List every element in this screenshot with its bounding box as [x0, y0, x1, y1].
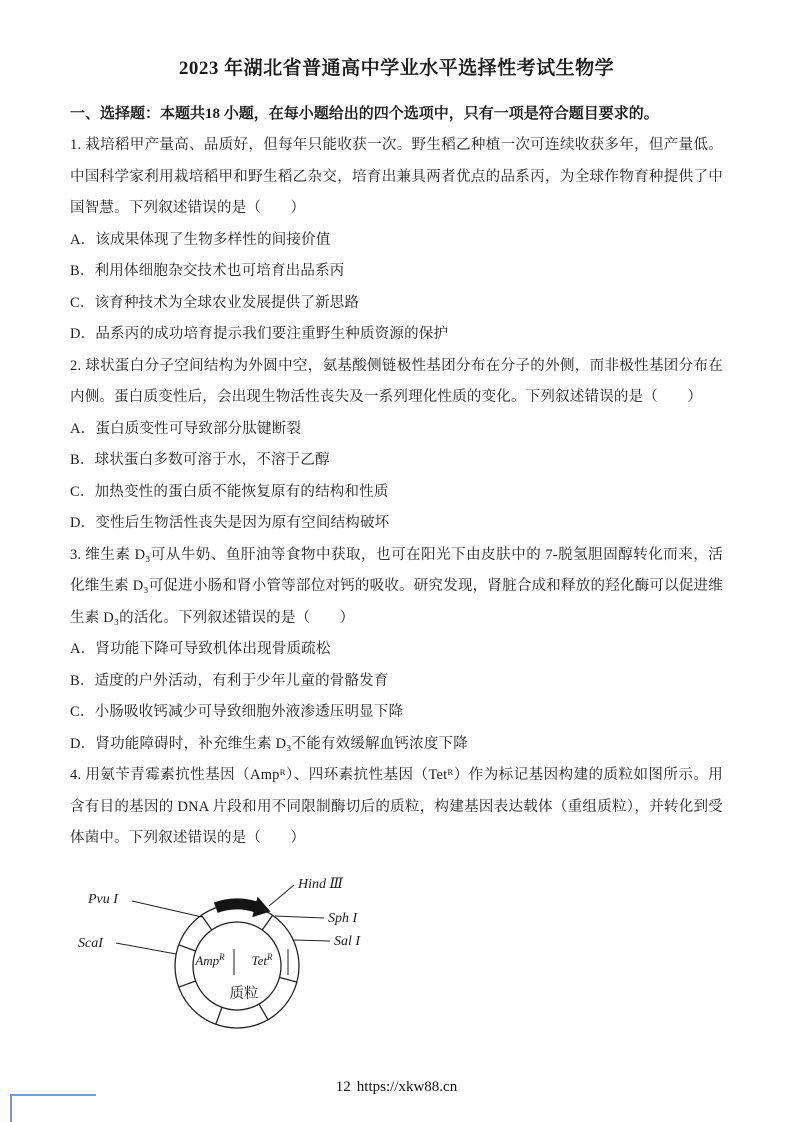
amp-gene-label: Amp$^R$ — [195, 951, 225, 968]
plasmid-ring — [175, 904, 299, 1028]
plasmid-diagram — [72, 861, 408, 1053]
question-3 — [70, 540, 723, 761]
question-option: C．加热变性的蛋白质不能恢复原有的结构和性质 — [70, 483, 389, 500]
sca-site-label: ScaI — [78, 935, 103, 951]
sal-site-label: Sal I — [334, 933, 361, 949]
question-option: A．肾功能下降可导致机体出现骨质疏松 — [70, 641, 331, 657]
question-option: A．该成果体现了生物多样性的间接价值 — [70, 231, 331, 248]
footer-url: https://xkw88.cn — [356, 1079, 458, 1095]
pvu-site-label: Pvu I — [88, 891, 118, 907]
question-option: B．球状蛋白多数可溶于水，不溶于乙醇 — [70, 452, 330, 468]
page-number: 12 — [335, 1079, 351, 1095]
question-2 — [70, 351, 723, 540]
question-option: C．该育种技术为全球农业发展提供了新思路 — [70, 294, 360, 311]
plasmid-arrow-icon — [216, 896, 271, 917]
question-1 — [70, 130, 723, 351]
question-stem: 2. 球状蛋白分子空间结构为外圆中空，氨基酸侧链极性基团分布在分子的外侧，而非极性基团分布在内侧。蛋白质变性后，会出现生物活性丧失及一系列理化性质的变化。下列叙述错误的是（ ） — [70, 357, 723, 405]
question-option: A．蛋白质变性可导致部分肽键断裂 — [70, 420, 302, 437]
label-leader-lines — [116, 885, 330, 954]
question-stem: 1. 栽培稻甲产量高、品质好，但每年只能收获一次。野生稻乙种植一次可连续收获多年，但产量低。中国科学家利用栽培稻甲和野生稻乙杂交，培育出兼具两者优点的品系丙，为全球作物育种提供了中国智慧。下列叙述错误的是（ ） — [70, 137, 723, 216]
question-option: D．品系丙的成功培育提示我们要注重野生种质资源的保护 — [70, 326, 449, 342]
section-header: 一、选择题：本题共18 小题，在每小题给出的四个选项中，只有一项是符合题目要求的。 — [70, 106, 659, 122]
hind-site-label: Hind Ⅲ — [298, 876, 344, 892]
question-option: B．适度的户外活动，有利于少年儿童的骨骼发育 — [70, 672, 389, 689]
question-option: C．小肠吸收钙减少可导致细胞外液渗透压明显下降 — [70, 704, 404, 720]
corner-mark — [10, 1094, 96, 1122]
sph-site-label: Sph I — [328, 910, 358, 926]
question-option: D．肾功能障碍时，补充维生素 D₃不能有效缓解血钙浓度下降 — [70, 735, 468, 752]
question-option: B．利用体细胞杂交技术也可培育出品系丙 — [70, 263, 345, 279]
plasmid-figure — [72, 861, 723, 1053]
tet-gene-label: Tet$^R$ — [251, 951, 273, 968]
page-footer — [0, 1079, 793, 1096]
question-option: D．变性后生物活性丧失是因为原有空间结构破坏 — [70, 515, 390, 531]
page-title: 2023 年湖北省普通高中学业水平选择性考试生物学 — [178, 58, 615, 79]
question-stem: 3. 维生素 D₃可从牛奶、鱼肝油等食物中获取，也可在阳光下由皮肤中的 7-脱氢胆固醇转化而来，活化维生素 D₃可促进小肠和肾小管等部位对钙的吸收。研究发现，肾脏合成和释放的羟化酶可以促进维生素 D₃的活化。下列叙述错误的是（ ） — [70, 546, 723, 626]
question-4 — [70, 760, 723, 855]
question-stem: 4. 用氨苄青霉素抗性基因（Ampᴿ）、四环素抗性基因（Tetᴿ）作为标记基因构建的质粒如图所示。用含有目的基因的 DNA 片段和用不同限制酶切后的质粒，构建基因表达载体（重组质粒），并转化到受体菌中。下列叙述错误的是（ ） — [70, 767, 723, 846]
plasmid-center-label: 质粒 — [229, 985, 259, 1002]
